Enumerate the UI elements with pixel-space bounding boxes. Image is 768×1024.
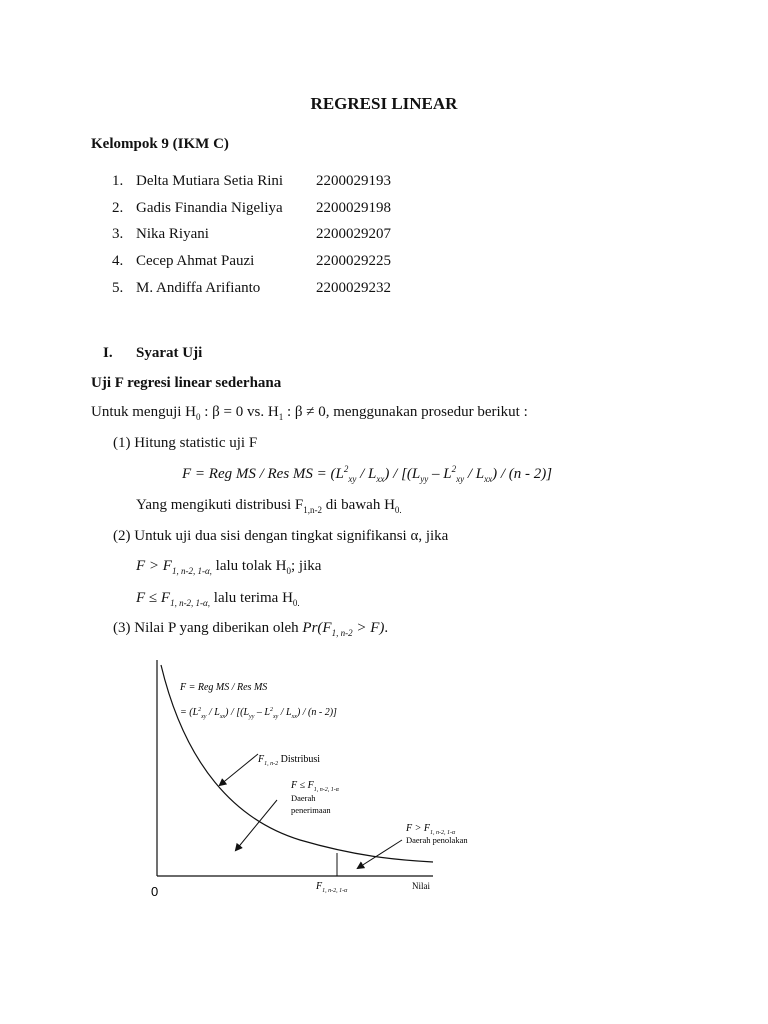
critical-value-label: $F_{1, n-2, 1-\alpha}$ xyxy=(316,881,348,894)
x-axis-label: Nilai xyxy=(412,881,430,891)
reject-condition: $F > F_{1, n-2, 1-\alpha,}$ lalu tolak $H_0$; jika xyxy=(136,558,322,576)
member-id: 2200029198 xyxy=(316,200,391,216)
accept-condition: $F \le F_{1, n-2, 1-\alpha,}$ lalu terima $H_{0.}$ xyxy=(136,590,300,608)
f-distribution-figure xyxy=(140,650,480,910)
distribution-arrow xyxy=(220,754,258,785)
member-number: 5. xyxy=(112,280,124,296)
member-number: 3. xyxy=(112,226,124,242)
distribution-note: Yang mengikuti distribusi $F_{1,n-2}$ di bawah $H_{0.}$ xyxy=(136,497,402,515)
subheading: Uji F regresi linear sederhana xyxy=(91,375,282,391)
f-statistic-formula: F = Reg MS / Res MS = $(L^2_{xy} / L_{xx}) / [(L_{yy} - L^2_{xy} / L_{xx}) / (n - 2)]$ xyxy=(182,464,553,484)
member-name: M. Andiffa Arifianto xyxy=(136,280,261,296)
acceptance-region-label-2: penerimaan xyxy=(291,805,331,815)
member-id: 2200029193 xyxy=(316,173,391,189)
figure-formula-line-1: F = Reg MS / Res MS xyxy=(180,682,268,693)
step-2-label: (2) Untuk uji dua sisi dengan tingkat signifikansi α, jika xyxy=(113,528,449,544)
member-number: 2. xyxy=(112,200,124,216)
member-id: 2200029207 xyxy=(316,226,391,242)
acceptance-condition-label: $F \le F_{1, n-2, 1-\alpha}$ xyxy=(291,780,339,793)
member-number: 1. xyxy=(112,173,124,189)
acceptance-arrow xyxy=(236,800,277,850)
list-item xyxy=(0,173,768,193)
intro-text: Untuk menguji $H_0$ : β = 0 vs. $H_1$ : β ≠ 0, menggunakan prosedur berikut : xyxy=(91,404,528,422)
list-item xyxy=(0,280,768,300)
member-name: Nika Riyani xyxy=(136,226,209,242)
section-title: Syarat Uji xyxy=(136,345,203,361)
step-3-label: (3) Nilai P yang diberikan oleh $Pr(F_{1, n-2} > F)$. xyxy=(113,620,389,638)
origin-label: 0 xyxy=(151,884,159,899)
list-item xyxy=(0,253,768,273)
member-name: Delta Mutiara Setia Rini xyxy=(136,173,284,189)
member-name: Cecep Ahmat Pauzi xyxy=(136,253,255,269)
document-title: REGRESI LINEAR xyxy=(310,94,458,113)
distribution-label: $F_{1, n-2}$ Distribusi xyxy=(258,754,321,767)
member-id: 2200029232 xyxy=(316,280,391,296)
member-number: 4. xyxy=(112,253,124,269)
figure-formula-line-2: = $(L^2_{xy} / L_{xx}) / [(L_{yy} - L^2_{xy} / L_{xx}) / (n - 2)]$ xyxy=(180,707,337,720)
section-number: I. xyxy=(103,345,113,361)
member-id: 2200029225 xyxy=(316,253,391,269)
list-item xyxy=(0,226,768,246)
rejection-region-label: Daerah penolakan xyxy=(406,835,468,845)
acceptance-region-label-1: Daerah xyxy=(291,793,316,803)
rejection-condition-label: $F > F_{1, n-2, 1-\alpha}$ xyxy=(406,823,456,836)
list-item xyxy=(0,200,768,220)
rejection-arrow xyxy=(358,840,402,868)
group-name: Kelompok 9 (IKM C) xyxy=(91,136,229,152)
member-name: Gadis Finandia Nigeliya xyxy=(136,200,283,216)
step-1-label: (1) Hitung statistic uji F xyxy=(113,435,258,451)
